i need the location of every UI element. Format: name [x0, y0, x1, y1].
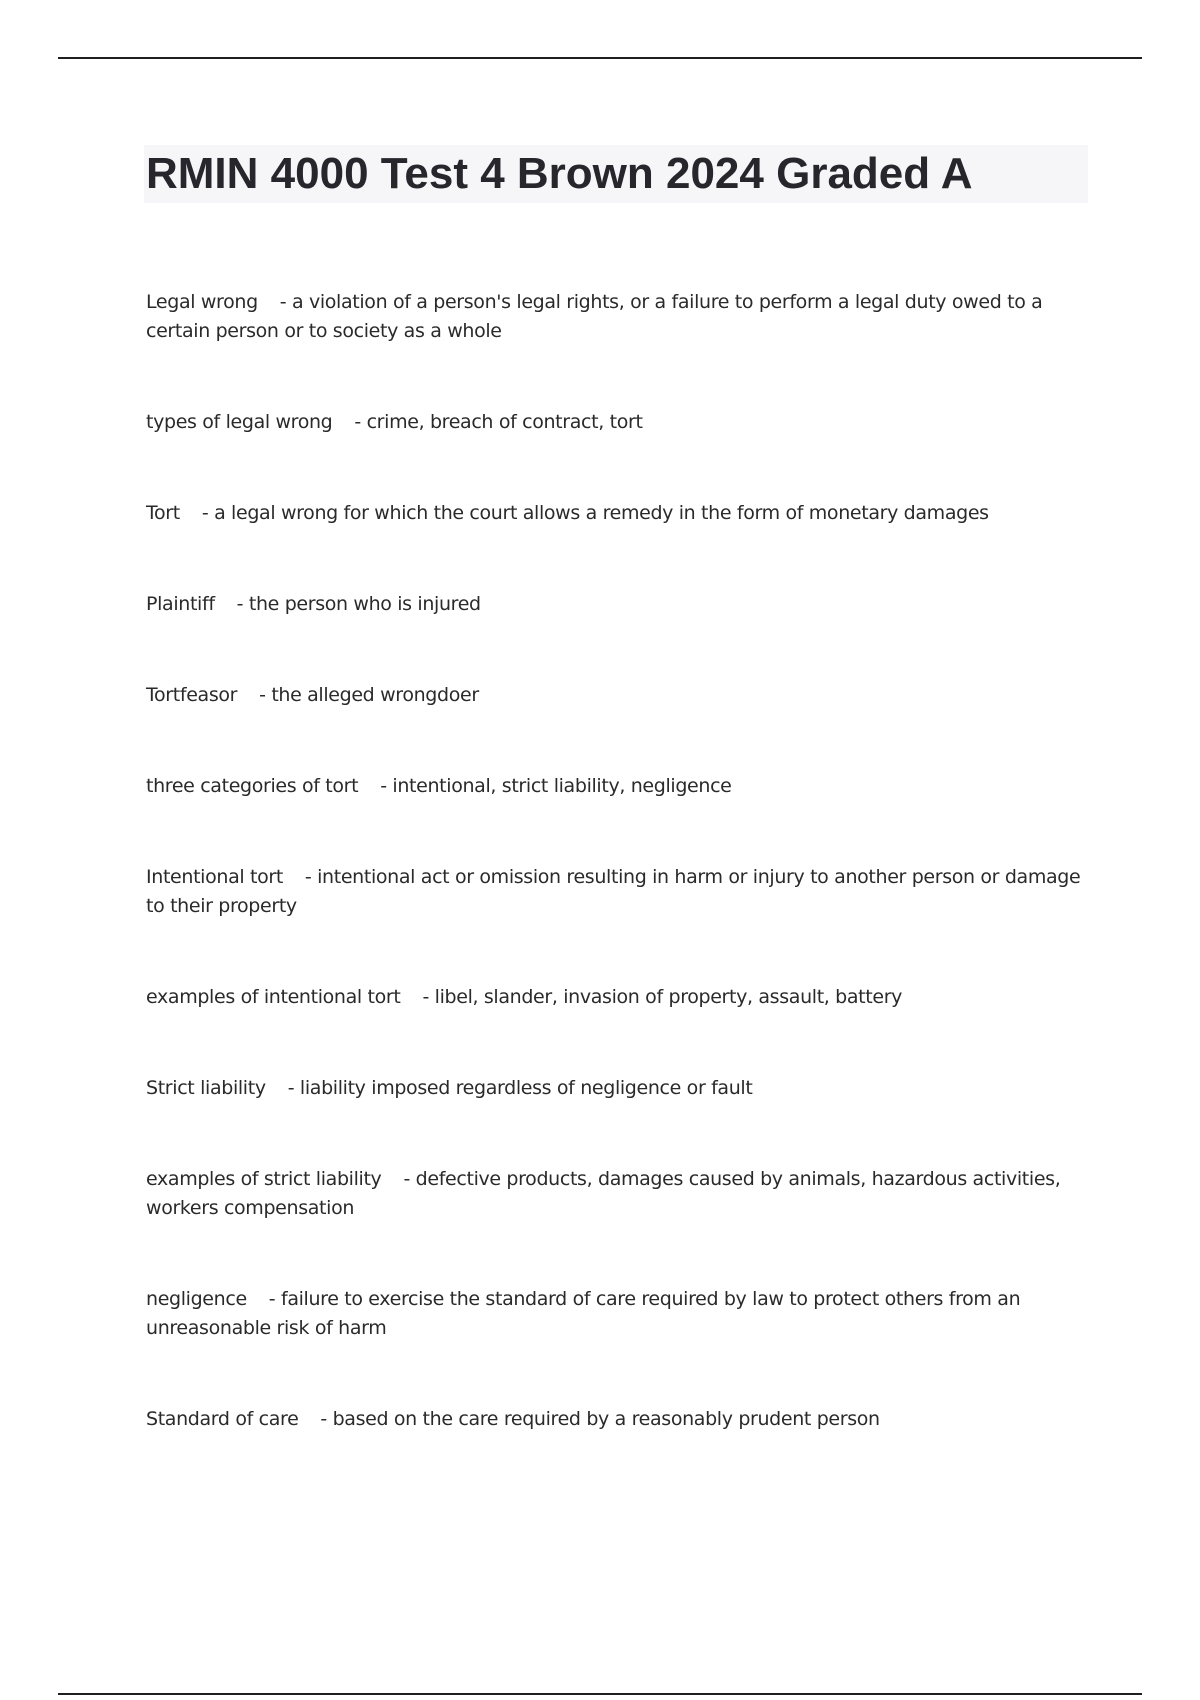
- flashcard-entry: [146, 1405, 1096, 1434]
- flashcard-entry: [146, 983, 1096, 1012]
- entry-definition: - based on the care required by a reasonably prudent person: [320, 1408, 880, 1430]
- entry-term: Legal wrong: [146, 291, 258, 313]
- entry-term: negligence: [146, 1288, 247, 1310]
- entry-definition: - liability imposed regardless of negligence or fault: [287, 1077, 753, 1099]
- flashcard-entry: [146, 288, 1096, 346]
- entry-definition: - crime, breach of contract, tort: [354, 411, 643, 433]
- entry-term: examples of strict liability: [146, 1168, 382, 1190]
- entry-term: types of legal wrong: [146, 411, 333, 433]
- flashcard-entry: [146, 1074, 1096, 1103]
- flashcard-entry: [146, 681, 1096, 710]
- flashcard-entry: [146, 1285, 1096, 1343]
- entry-definition: - failure to exercise the standard of care required by law to protect others from an unreasonable risk of harm: [146, 1288, 1021, 1339]
- bottom-rule: [58, 1693, 1142, 1695]
- flashcard-list: [146, 288, 1096, 1496]
- entry-definition: - the alleged wrongdoer: [259, 684, 479, 706]
- flashcard-entry: [146, 1165, 1096, 1223]
- entry-term: Intentional tort: [146, 866, 283, 888]
- flashcard-entry: [146, 499, 1096, 528]
- page-title: RMIN 4000 Test 4 Brown 2024 Graded A: [146, 149, 973, 198]
- entry-term: Tort: [146, 502, 180, 524]
- flashcard-entry: [146, 408, 1096, 437]
- entry-definition: - libel, slander, invasion of property, assault, battery: [422, 986, 903, 1008]
- entry-term: Strict liability: [146, 1077, 266, 1099]
- entry-definition: - intentional, strict liability, negligence: [380, 775, 732, 797]
- flashcard-entry: [146, 863, 1096, 921]
- entry-term: examples of intentional tort: [146, 986, 401, 1008]
- top-rule: [58, 57, 1142, 59]
- flashcard-entry: [146, 590, 1096, 619]
- entry-term: Standard of care: [146, 1408, 299, 1430]
- entry-term: Tortfeasor: [146, 684, 238, 706]
- entry-definition: - defective products, damages caused by animals, hazardous activities, workers compensation: [146, 1168, 1061, 1219]
- entry-definition: - a violation of a person's legal rights, or a failure to perform a legal duty owed to a certain person or to society as a whole: [146, 291, 1043, 342]
- entry-definition: - intentional act or omission resulting in harm or injury to another person or damage to their property: [146, 866, 1081, 917]
- entry-definition: - a legal wrong for which the court allows a remedy in the form of monetary damages: [201, 502, 989, 524]
- entry-definition: - the person who is injured: [236, 593, 481, 615]
- entry-term: Plaintiff: [146, 593, 215, 615]
- entry-term: three categories of tort: [146, 775, 359, 797]
- flashcard-entry: [146, 772, 1096, 801]
